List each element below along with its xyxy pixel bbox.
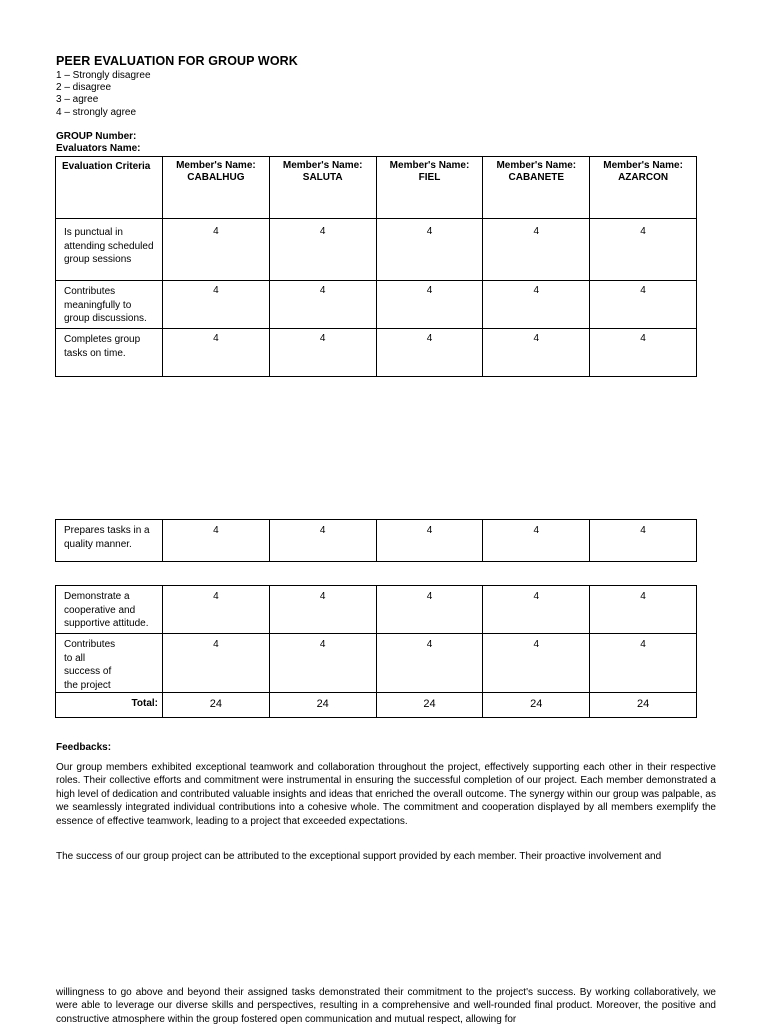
score-cell: 4 — [590, 520, 697, 562]
scale-item: 1 – Strongly disagree — [56, 70, 151, 81]
table-row — [56, 219, 697, 281]
total-cell: 24 — [163, 693, 270, 718]
score-cell: 4 — [269, 219, 376, 281]
scale-item: 2 – disagree — [56, 82, 112, 94]
score-cell: 4 — [590, 219, 697, 281]
criterion-cell: Completes group tasks on time. — [56, 329, 163, 377]
group-info — [56, 131, 140, 154]
score-cell: 4 — [376, 219, 483, 281]
criterion-cell: Prepares tasks in a quality manner. — [56, 520, 163, 562]
member-header — [376, 157, 483, 219]
feedback-paragraph-1: Our group members exhibited exceptional teamwork and collaboration throughout the project, effectively supporting each other in their respective roles. Their collective efforts and commitment were instrumental in ensuring the successful completion of our project. Each member demonstrated a high level of dedication and contributed valuable insights and ideas that enriched the overall outcome. The synergy within our group was palpable, as we seamlessly integrated individual contributions into a cohesive whole. The commitment and cooperation displayed by all members exemplify the essence of effective teamwork, leading to a project that exceeded expectations. — [56, 762, 716, 827]
score-cell: 4 — [376, 520, 483, 562]
member-name: CABANETE — [508, 171, 565, 183]
score-cell: 4 — [376, 634, 483, 693]
criteria-header: Evaluation Criteria — [56, 157, 163, 219]
evaluation-table-part2 — [55, 519, 697, 562]
total-cell: 24 — [590, 693, 697, 718]
total-row — [56, 693, 697, 718]
table-header-row — [56, 157, 697, 219]
total-cell: 24 — [269, 693, 376, 718]
score-cell: 4 — [590, 329, 697, 377]
group-number-label: GROUP Number: — [56, 131, 137, 142]
criterion-cell: Contributes to all success of the project — [56, 634, 163, 693]
score-cell: 4 — [163, 329, 270, 377]
score-cell: 4 — [376, 281, 483, 329]
score-cell: 4 — [483, 634, 590, 693]
member-name: SALUTA — [302, 171, 343, 183]
scale-item: 4 – strongly agree — [56, 106, 137, 118]
member-header — [590, 157, 697, 219]
member-header — [483, 157, 590, 219]
member-header — [163, 157, 270, 219]
total-cell: 24 — [483, 693, 590, 718]
score-cell: 4 — [483, 219, 590, 281]
feedback-paragraph-2-continued: willingness to go above and beyond their assigned tasks demonstrated their commitment to the project's success. By working collaboratively, we were able to leverage our diverse skills and perspectives, resulting in a comprehensive and well-rounded final product. Moreover, the positive and constructive atmosphere within the group fostered open communication and mutual respect, allowing for — [56, 987, 716, 1025]
criterion-cell: Is punctual in attending scheduled group sessions — [56, 219, 163, 281]
score-cell: 4 — [483, 281, 590, 329]
member-label: Member's Name: — [176, 160, 256, 171]
member-name: FIEL — [418, 171, 441, 183]
evaluators-name-label: Evaluators Name: — [56, 142, 141, 154]
total-label: Total: — [56, 693, 163, 718]
score-cell: 4 — [163, 520, 270, 562]
evaluation-table-part1 — [55, 156, 697, 377]
score-cell: 4 — [163, 634, 270, 693]
criterion-cell: Contributes meaningfully to group discussions. — [56, 281, 163, 329]
rating-scale — [56, 70, 151, 119]
score-cell: 4 — [269, 329, 376, 377]
score-cell: 4 — [269, 520, 376, 562]
member-label: Member's Name: — [496, 160, 577, 171]
table-row — [56, 520, 697, 562]
score-cell: 4 — [590, 586, 697, 634]
score-cell: 4 — [483, 520, 590, 562]
member-name: AZARCON — [618, 171, 669, 183]
score-cell: 4 — [483, 329, 590, 377]
score-cell: 4 — [269, 281, 376, 329]
scale-item: 3 – agree — [56, 94, 99, 106]
document-title: PEER EVALUATION FOR GROUP WORK — [56, 54, 298, 68]
score-cell: 4 — [590, 634, 697, 693]
score-cell: 4 — [483, 586, 590, 634]
score-cell: 4 — [163, 281, 270, 329]
evaluation-table-part3 — [55, 585, 697, 718]
member-label: Member's Name: — [603, 160, 683, 171]
table-row — [56, 586, 697, 634]
score-cell: 4 — [269, 634, 376, 693]
score-cell: 4 — [163, 586, 270, 634]
score-cell: 4 — [163, 219, 270, 281]
member-name: CABALHUG — [187, 171, 245, 183]
score-cell: 4 — [376, 329, 483, 377]
member-label: Member's Name: — [389, 160, 470, 171]
table-row — [56, 281, 697, 329]
table-row — [56, 329, 697, 377]
feedback-heading: Feedbacks: — [56, 742, 112, 753]
total-cell: 24 — [376, 693, 483, 718]
score-cell: 4 — [269, 586, 376, 634]
feedback-paragraph-2-start: The success of our group project can be attributed to the exceptional support provided by each member. Their proactive involvement and — [56, 851, 662, 862]
table-row — [56, 634, 697, 693]
member-header — [269, 157, 376, 219]
score-cell: 4 — [590, 281, 697, 329]
criterion-cell: Demonstrate a cooperative and supportive attitude. — [56, 586, 163, 634]
score-cell: 4 — [376, 586, 483, 634]
member-label: Member's Name: — [282, 160, 363, 171]
